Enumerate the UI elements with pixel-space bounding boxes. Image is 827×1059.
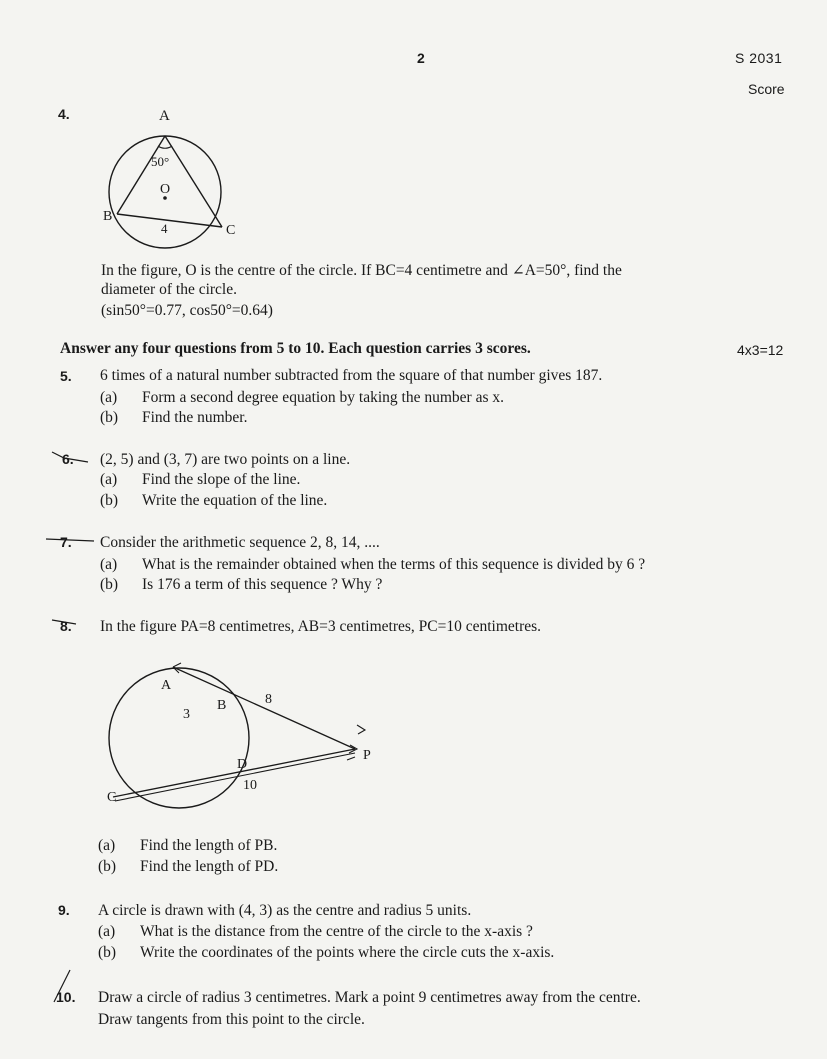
q5-part-b-label: (b) — [100, 409, 119, 426]
pen-tick-mark-icon — [48, 446, 92, 468]
q9-part-b-label: (b) — [98, 944, 117, 961]
q7-part-b-text: Is 176 a term of this sequence ? Why ? — [142, 576, 383, 593]
vertex-c-label: C — [226, 223, 236, 238]
q5-part-a-label: (a) — [100, 389, 118, 406]
q8-part-b-label: (b) — [98, 858, 117, 875]
point-c-label: C — [107, 790, 117, 805]
question-number-5: 5. — [60, 368, 72, 384]
q8-part-a-text: Find the length of PB. — [140, 837, 278, 854]
point-a-label: A — [161, 678, 172, 693]
point-p-label: P — [363, 748, 371, 763]
vertex-b-label: B — [103, 209, 113, 224]
q7-part-a-label: (a) — [100, 556, 118, 573]
q7-part-a — [100, 556, 645, 574]
question-number-8: 8. — [60, 618, 72, 634]
q8-part-b-text: Find the length of PD. — [140, 858, 279, 875]
q6-part-b — [100, 492, 327, 510]
q6-part-b-label: (b) — [100, 492, 119, 509]
strike-mark-icon — [44, 530, 96, 546]
strike-mark-icon — [50, 614, 78, 630]
section-instruction: Answer any four questions from 5 to 10. Each question carries 3 scores. — [60, 340, 531, 357]
q5-part-b — [100, 409, 247, 427]
question-number-9: 9. — [58, 902, 70, 918]
q8-part-b — [98, 858, 278, 876]
score-label: Score — [748, 81, 785, 97]
q9-part-a-label: (a) — [98, 923, 116, 940]
q10-text-line2: Draw tangents from this point to the circle. — [98, 1011, 365, 1028]
point-b-label: B — [217, 698, 227, 713]
page-number: 2 — [417, 50, 425, 66]
question-number-6: 6. — [62, 451, 74, 467]
q4-text-line1: In the figure, O is the centre of the circle. If BC=4 centimetre and ∠A=50°, find the — [101, 262, 622, 279]
q8-text: In the figure PA=8 centimetres, AB=3 centimetres, PC=10 centimetres. — [100, 618, 542, 635]
q4-text-line3: (sin50°=0.77, cos50°=0.64) — [101, 302, 273, 319]
q6-text: (2, 5) and (3, 7) are two points on a line. — [100, 451, 351, 468]
question-number-10: 10. — [56, 989, 76, 1005]
q9-part-a-text: What is the distance from the centre of the circle to the x-axis ? — [140, 923, 533, 940]
q8-part-a — [98, 837, 277, 855]
q5-part-b-text: Find the number. — [142, 409, 248, 426]
q5-part-a-text: Form a second degree equation by taking the number as x. — [142, 389, 504, 406]
side-bc-label: 4 — [161, 221, 168, 236]
q7-part-a-text: What is the remainder obtained when the terms of this sequence is divided by 6 ? — [142, 556, 646, 573]
paper-code: S 2031 — [735, 50, 783, 66]
q5-part-a — [100, 389, 504, 407]
length-pa-label: 8 — [265, 692, 272, 707]
q6-part-b-text: Write the equation of the line. — [142, 492, 328, 509]
question-number-4: 4. — [58, 106, 70, 122]
q8-part-a-label: (a) — [98, 837, 116, 854]
q7-part-b — [100, 576, 382, 594]
q9-part-a — [98, 923, 533, 941]
vertex-a-label: A — [159, 108, 170, 124]
length-ab-label: 3 — [183, 707, 190, 722]
circle-triangle-figure — [95, 100, 255, 250]
q7-text: Consider the arithmetic sequence 2, 8, 14, .... — [100, 534, 380, 551]
q10-text-line1: Draw a circle of radius 3 centimetres. Mark a point 9 centimetres away from the centre. — [98, 989, 641, 1006]
q9-part-b — [98, 944, 554, 962]
q6-part-a — [100, 471, 300, 489]
q9-text: A circle is drawn with (4, 3) as the centre and radius 5 units. — [98, 902, 472, 919]
q6-part-a-label: (a) — [100, 471, 118, 488]
q9-part-b-text: Write the coordinates of the points where the circle cuts the x-axis. — [140, 944, 555, 961]
question-number-7: 7. — [60, 534, 72, 550]
point-d-label: D — [237, 757, 248, 772]
q5-text: 6 times of a natural number subtracted from the square of that number gives 187. — [100, 367, 603, 384]
q4-text-line2: diameter of the circle. — [101, 281, 237, 298]
length-pc-label: 10 — [243, 778, 257, 793]
secant-circle-figure — [95, 655, 395, 840]
centre-o-label: O — [160, 182, 171, 197]
section-marks: 4x3=12 — [737, 342, 784, 358]
q6-part-a-text: Find the slope of the line. — [142, 471, 301, 488]
angle-label: 50° — [151, 154, 170, 169]
q7-part-b-label: (b) — [100, 576, 119, 593]
